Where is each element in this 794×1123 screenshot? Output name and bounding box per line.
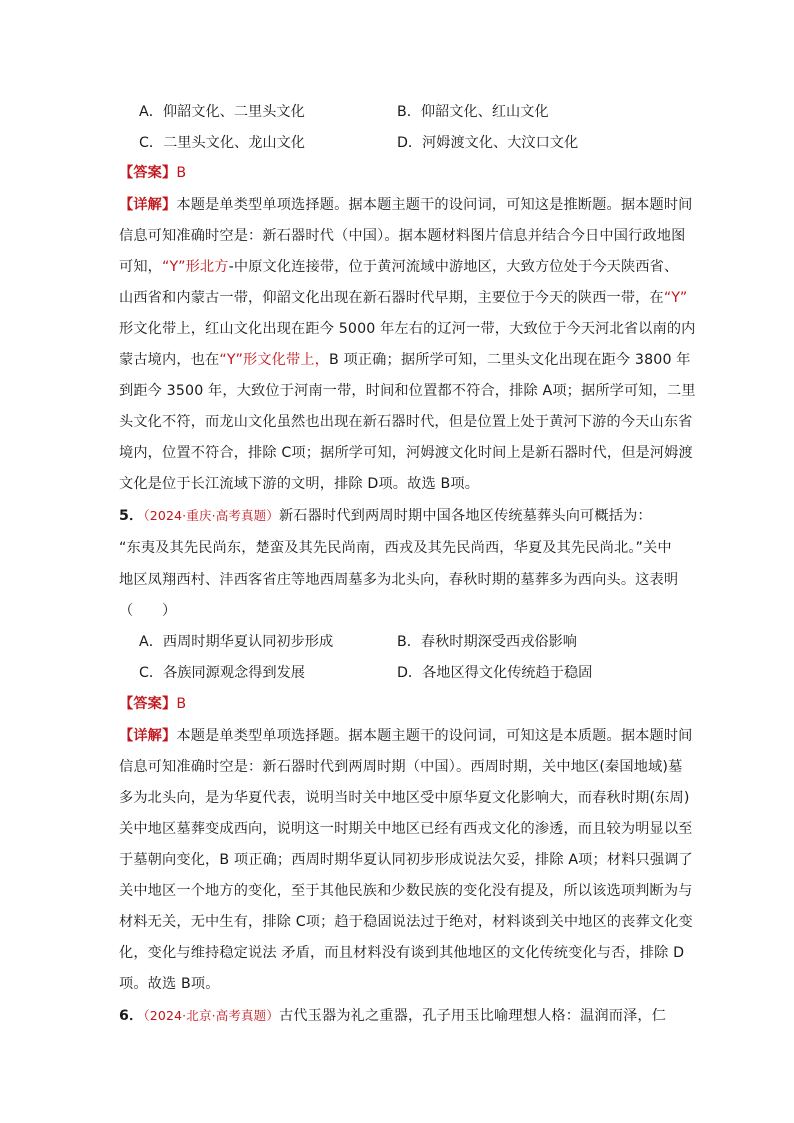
q4-option-a: A．仰韶文化、二里头文化: [139, 104, 305, 120]
q4-analysis-line-7: 到距今 3500 年，大致位于河南一带，时间和位置都不符合，排除 A项；据所学可知，二里: [119, 383, 696, 399]
q5-option-a: A．西周时期华夏认同初步形成: [139, 634, 334, 650]
q5-analysis-line-5: 于墓朝向变化，B 项正确；西周时期华夏认同初步形成说法欠妥，排除 A项；材料只强调了: [119, 852, 693, 868]
q5-analysis-line-3: 多为北头向，是为华夏代表，说明当时关中地区受中原华夏文化影响大，而春秋时期(东周): [119, 790, 690, 806]
q4-analysis-line-6: [119, 350, 691, 370]
q5-answer-label: 【答案】: [119, 696, 177, 712]
q4-analysis-text: -中原文化连接带，位于黄河流域中游地区，大致方位处于今天陕西省、: [228, 259, 679, 275]
q6-source: （2024·北京·高考真题）: [143, 1008, 279, 1023]
q4-analysis-line-1: [119, 195, 693, 215]
q5-stem-text: 新石器时代到两周时期中国各地区传统墓葬头向可概括为：: [278, 508, 652, 524]
q4-answer: [119, 163, 186, 183]
q5-analysis-line-8: 化，变化与维持稳定说法 矛盾，而且材料没有谈到其他地区的文化传统变化与否，排除 D: [119, 945, 685, 961]
q5-option-b: B．春秋时期深受西戎俗影响: [397, 634, 577, 650]
q4-analysis-label: 【详解】: [119, 197, 177, 213]
q5-analysis-line-4: 关中地区墓葬变成西向，说明这一时期关中地区已经有西戎文化的渗透，而且较为明显以至: [119, 821, 693, 837]
q4-analysis-line-5: 形文化带上，红山文化出现在距今 5000 年左右的辽河一带，大致位于今天河北省以南的内: [119, 321, 696, 337]
q4-option-c: C．二里头文化、龙山文化: [139, 135, 305, 151]
q5-number: 5．: [119, 508, 144, 524]
q4-analysis-text: 本题是单类型单项选择题。据本题主题干的设问词，可知这是推断题。据本题时间: [176, 197, 693, 213]
q5-source: （2024·重庆·高考真题）: [143, 508, 279, 523]
q5-analysis-line-7: 材料无关，无中生有，排除 C项；趋于稳固说法过于绝对，材料谈到关中地区的丧葬文化变: [119, 914, 693, 930]
q5-analysis-line-1: [119, 726, 693, 746]
q5-answer: [119, 694, 186, 714]
q5-stem-line-2: “东夷及其先民尚东，楚蛮及其先民尚南，西戎及其先民尚西，华夏及其先民尚北。”关中: [119, 540, 672, 556]
q4-analysis-line-9: 境内，位置不符合，排除 C项；据所学可知，河姆渡文化时间上是新石器时代，但是河姆渡: [119, 445, 693, 461]
q5-stem-line-1: [119, 506, 652, 526]
q4-analysis-line-2: 信息可知准确时空是：新石器时代（中国）。据本题材料图片信息并结合今日中国行政地图: [119, 228, 686, 244]
q4-answer-label: 【答案】: [119, 165, 177, 181]
q5-stem-line-3: 地区凤翔西村、沣西客省庄等地西周墓多为北头向，春秋时期的墓葬多为西向头。这表明: [119, 572, 679, 588]
q5-analysis-label: 【详解】: [119, 728, 177, 744]
q4-analysis-line-4: [119, 288, 687, 308]
q4-analysis-line-10: 文化是位于长江流域下游的文明，排除 D项。故选 B项。: [119, 476, 480, 492]
q6-number: 6．: [119, 1008, 144, 1024]
q5-analysis-text: 本题是单类型单项选择题。据本题主题干的设问词，可知这是本质题。据本题时间: [176, 728, 693, 744]
q4-option-d: D．河姆渡文化、大汶口文化: [397, 135, 579, 151]
q5-option-c: C．各族同源观念得到发展: [139, 665, 305, 681]
q4-analysis-text: 蒙古境内，也在: [119, 352, 220, 368]
q5-analysis-line-2: 信息可知准确时空是：新石器时代到两周时期（中国）。西周时期，关中地区(秦国地域)墓: [119, 759, 683, 775]
q4-option-b: B．仰韶文化、红山文化: [397, 104, 549, 120]
q4-analysis-highlight: “Y”形文化带上，: [219, 352, 329, 368]
q4-analysis-highlight: “Y”形北方: [162, 259, 229, 275]
q5-option-d: D．各地区得文化传统趋于稳固: [397, 665, 593, 681]
q4-analysis-highlight: “Y”: [663, 290, 688, 306]
q5-analysis-line-9: 项。故选 B项。: [119, 976, 220, 992]
q4-analysis-text: 山西省和内蒙古一带，仰韶文化出现在新石器时代早期，主要位于今天的陕西一带，在: [119, 290, 664, 306]
q4-analysis-line-3: [119, 257, 678, 277]
q5-analysis-line-6: 关中地区一个地方的变化，至于其他民族和少数民族的变化没有提及，所以该选项判断为与: [119, 883, 693, 899]
q6-stem-line-1: [119, 1006, 666, 1026]
q5-answer-value: B: [176, 696, 187, 712]
q4-analysis-text: 可知，: [119, 259, 163, 275]
q6-stem-text: 古代玉器为礼之重器，孔子用玉比喻理想人格：温润而泽，仁: [278, 1008, 667, 1024]
q4-answer-value: B: [176, 165, 187, 181]
q4-analysis-text: B 项正确；据所学可知，二里头文化出现在距今 3800 年: [328, 352, 691, 368]
q4-analysis-line-8: 头文化不符，而龙山文化虽然也出现在新石器时代，但是位置上处于黄河下游的今天山东省: [119, 414, 693, 430]
q5-stem-line-4: （ ）: [119, 603, 177, 619]
